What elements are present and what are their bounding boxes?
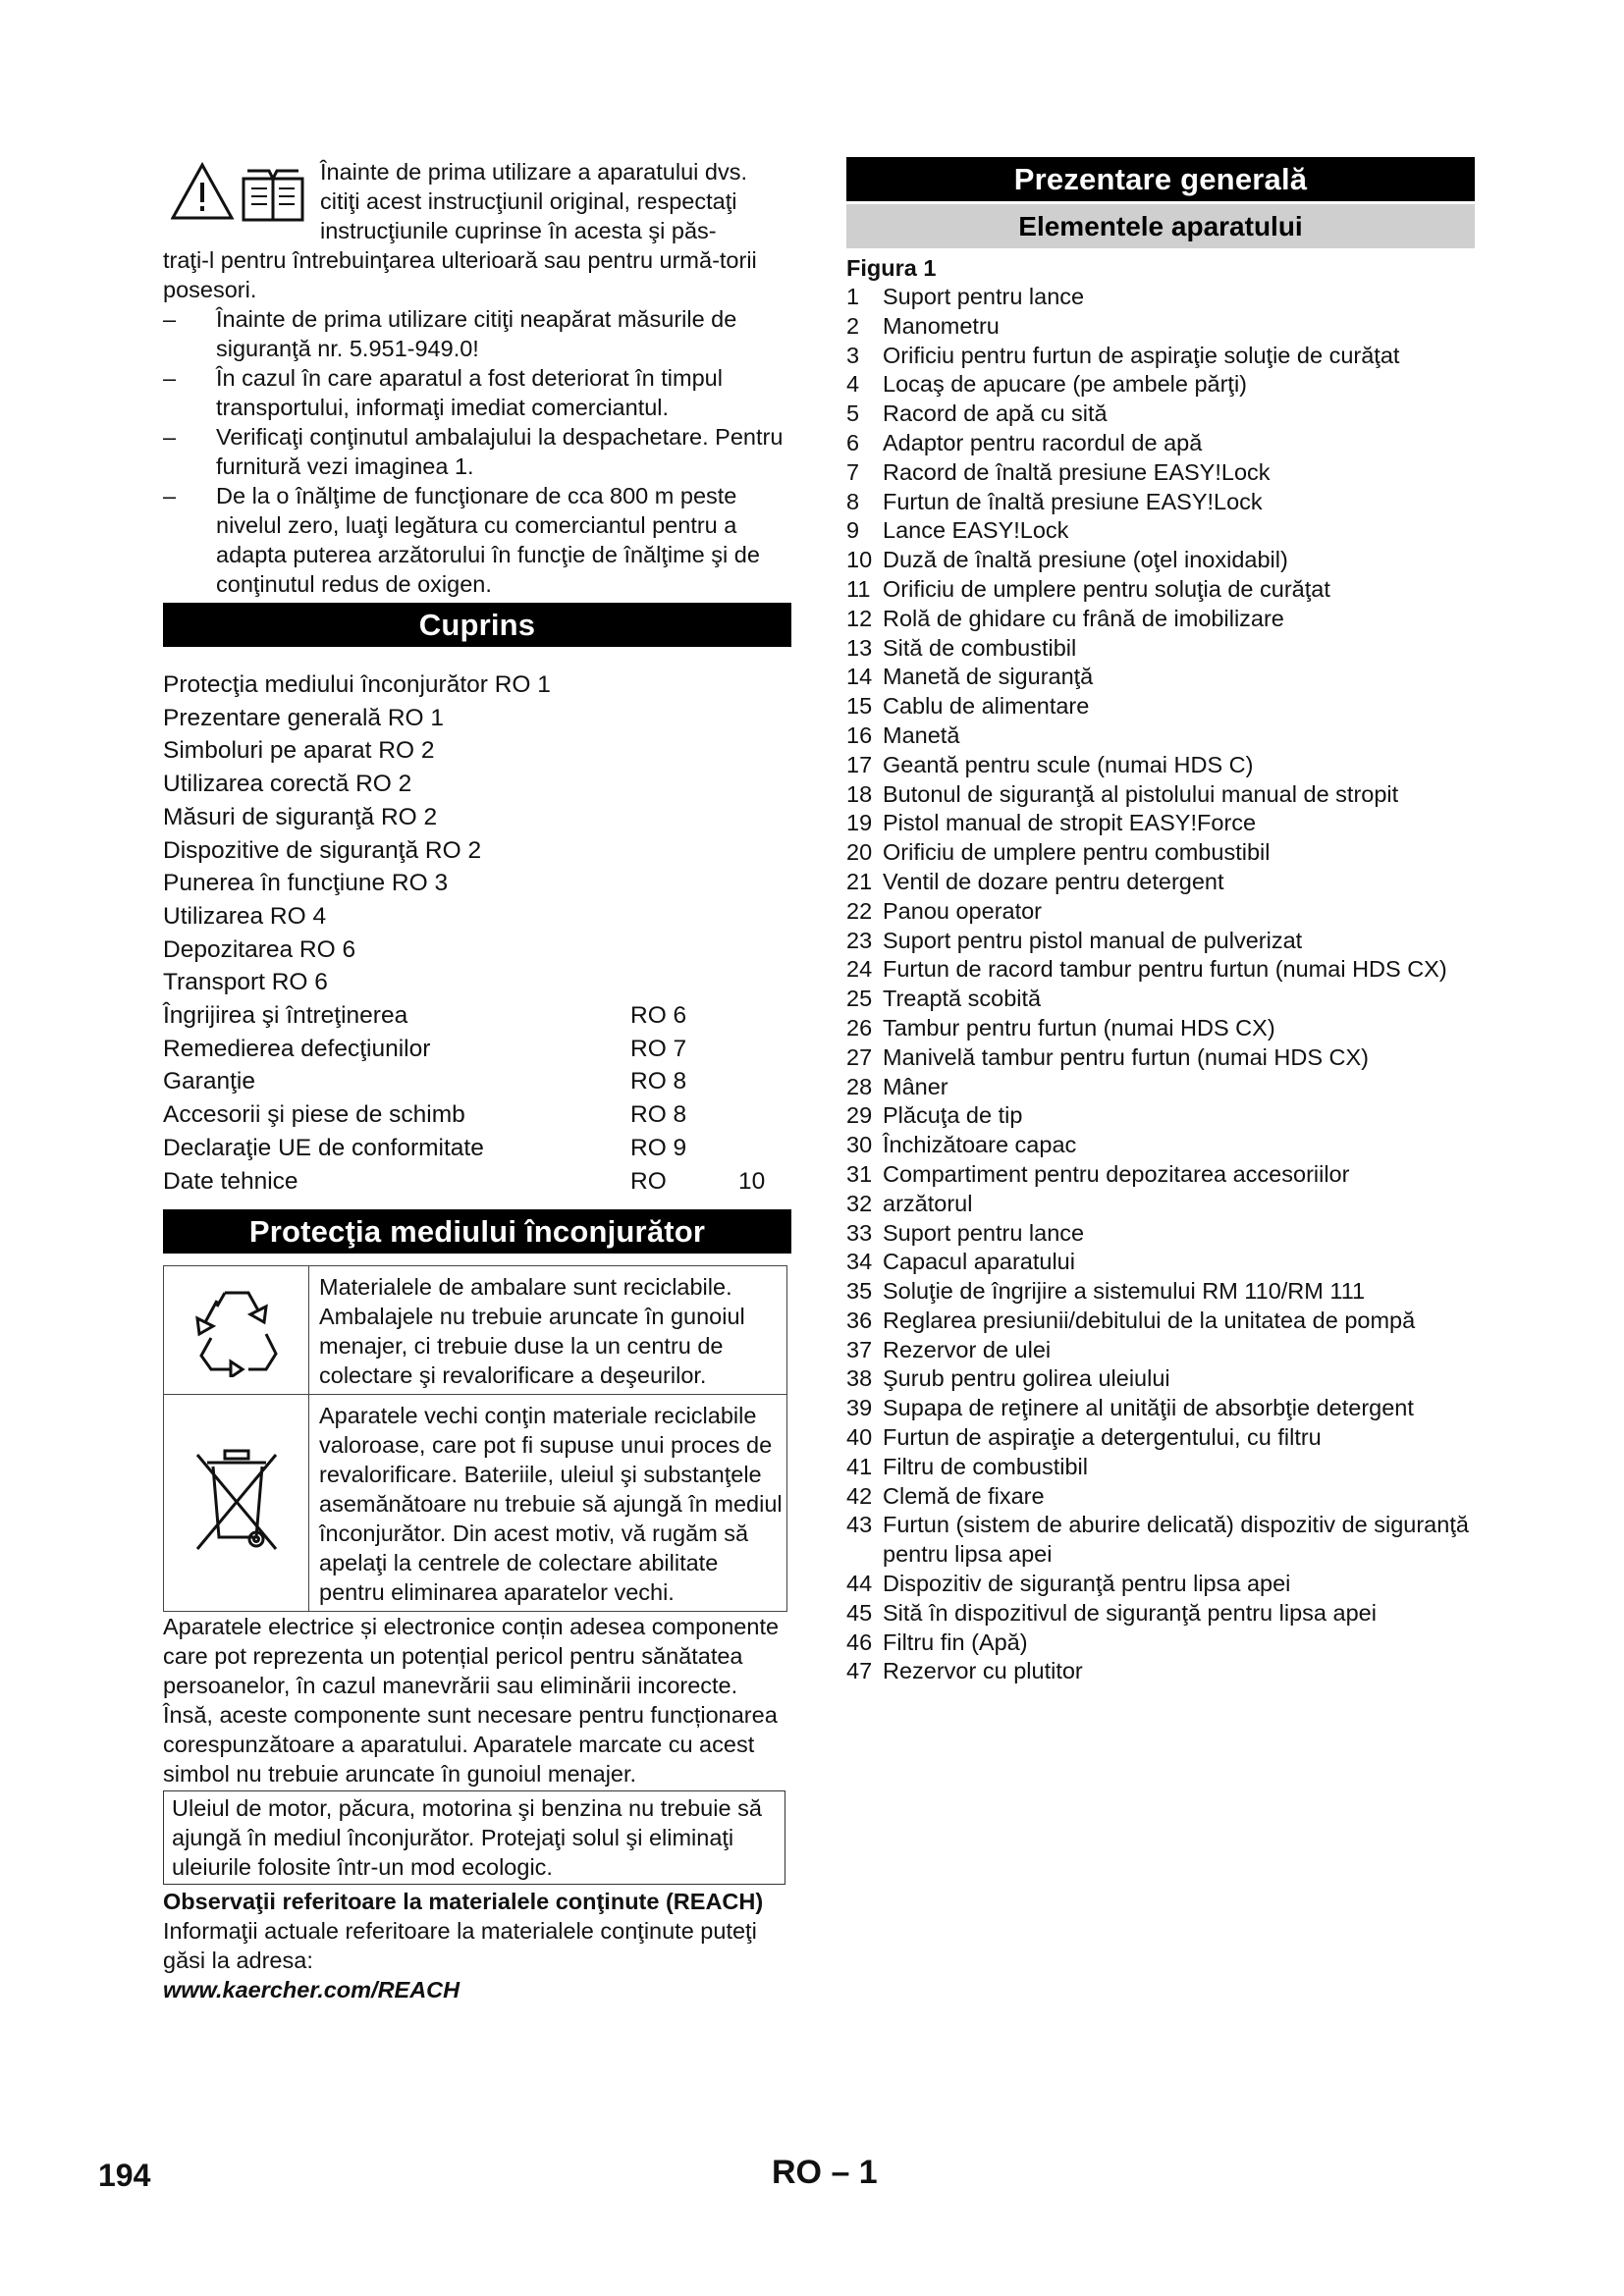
part-label: Manetă de siguranţă — [883, 664, 1094, 690]
intro-bullets — [163, 304, 791, 599]
part-number: 6 — [846, 429, 860, 455]
toc-title: Depozitarea RO 6 — [163, 935, 356, 963]
toc-num — [738, 734, 791, 768]
part-label: Manetă — [883, 721, 960, 748]
toc-row[interactable] — [163, 999, 791, 1033]
toc-page: RO — [630, 1167, 667, 1195]
part-label: Orificiu de umplere pentru soluţia de curăţat — [883, 575, 1330, 602]
page-number: 194 — [98, 2158, 151, 2193]
part-number: 8 — [846, 488, 860, 514]
recycle-text: Materialele de ambalare sunt reciclabile. Ambalajele nu trebuie aruncate în gunoiul menajer, ci trebuie duse la un centru de colectare şi revalorificare a deşeurilor. — [309, 1266, 787, 1395]
toc-num — [738, 1132, 791, 1165]
part-number: 13 — [846, 634, 873, 661]
part-number: 38 — [846, 1365, 873, 1392]
list-item — [846, 1248, 1475, 1277]
part-number: 10 — [846, 547, 873, 573]
list-item — [846, 692, 1475, 721]
toc-row[interactable] — [163, 734, 791, 768]
part-number: 40 — [846, 1424, 873, 1451]
toc-num — [738, 999, 791, 1033]
toc-page — [630, 801, 738, 834]
toc-row[interactable] — [163, 1065, 791, 1098]
bin-text: Aparatele vechi conţin materiale reciclabile valoroase, care pot fi supuse unui proces de revalorificare. Bateriile, uleiul şi substanţele asemănătoare nu trebuie să ajungă în mediul înconjurător. Din acest motiv, vă rugăm să apelaţi la centrele de colectare abilitate pentru eliminarea aparatelor vechi. — [309, 1395, 787, 1612]
toc-num: 10 — [738, 1167, 766, 1195]
toc-title: Punerea în funcţiune RO 3 — [163, 870, 449, 897]
toc-row[interactable] — [163, 834, 791, 868]
part-number: 28 — [846, 1073, 873, 1099]
part-label: Duză de înaltă presiune (oţel inoxidabil) — [883, 547, 1288, 573]
list-item — [846, 575, 1475, 605]
toc-num — [738, 801, 791, 834]
part-number: 2 — [846, 312, 860, 339]
part-number: 41 — [846, 1453, 873, 1479]
list-item — [846, 312, 1475, 342]
part-label: Treaptă scobită — [883, 986, 1042, 1012]
part-number: 26 — [846, 1014, 873, 1041]
toc-title: Dispozitive de siguranţă RO 2 — [163, 836, 482, 864]
part-number: 20 — [846, 839, 873, 866]
part-number: 45 — [846, 1599, 873, 1626]
list-item — [846, 283, 1475, 312]
part-label: Lance EASY!Lock — [883, 517, 1069, 544]
part-label: Orificiu pentru furtun de aspiraţie soluţie de curăţat — [883, 342, 1400, 368]
list-item — [846, 1657, 1475, 1686]
part-number: 32 — [846, 1190, 873, 1216]
warning-book-icon — [171, 157, 313, 226]
part-label: Furtun de racord tambur pentru furtun (numai HDS CX) — [883, 956, 1447, 983]
section-label: RO – 1 — [772, 2154, 878, 2191]
list-item — [846, 400, 1475, 429]
list-item — [846, 868, 1475, 897]
part-number: 1 — [846, 284, 860, 309]
toc-title: Utilizarea RO 4 — [163, 902, 327, 930]
list-item — [846, 1043, 1475, 1073]
recycle-cell — [164, 1266, 309, 1395]
env-heading: Protecţia mediului înconjurător — [163, 1209, 791, 1254]
part-label: Racord de apă cu sită — [883, 400, 1108, 427]
list-item — [846, 342, 1475, 371]
toc-title: Protecţia mediului înconjurător RO 1 — [163, 671, 551, 698]
part-number: 47 — [846, 1658, 873, 1684]
part-label: Adaptor pentru racordul de apă — [883, 429, 1203, 455]
toc-page — [630, 934, 738, 967]
list-item — [846, 429, 1475, 458]
toc-num — [738, 768, 791, 801]
list-item — [846, 1160, 1475, 1190]
part-label: Furtun de înaltă presiune EASY!Lock — [883, 488, 1263, 514]
part-number: 9 — [846, 517, 860, 544]
list-item — [846, 1131, 1475, 1160]
part-number: 15 — [846, 693, 873, 720]
list-item — [846, 1511, 1475, 1570]
toc-page: RO 6 — [630, 1002, 687, 1030]
toc-row[interactable] — [163, 1098, 791, 1132]
part-label: Filtru de combustibil — [883, 1453, 1088, 1479]
electrical-text: Aparatele electrice și electronice conțin adesea componente care pot reprezenta un potențial pericol pentru sănătatea persoanelor, în cazul manevrării sau eliminării incorecte. Însă, aceste componente sunt necesare pentru funcționarea corespunzătoare a aparatului. Aparatele marcate cu acest simbol nu trebuie aruncate în gunoiul menajer. — [163, 1614, 780, 1788]
toc-row[interactable] — [163, 702, 791, 735]
list-item — [846, 663, 1475, 692]
intro-line-2: citiţi acest instrucţiunil original, respectaţi — [320, 188, 737, 214]
part-number: 35 — [846, 1278, 873, 1305]
toc-num — [738, 668, 791, 702]
part-number: 30 — [846, 1132, 873, 1158]
toc-page — [630, 867, 738, 900]
part-number: 24 — [846, 956, 873, 983]
env-table — [163, 1265, 787, 1612]
toc-row[interactable] — [163, 1165, 791, 1199]
list-item — [846, 1190, 1475, 1219]
part-label: Pistol manual de stropit EASY!Force — [883, 810, 1257, 836]
list-item — [846, 1423, 1475, 1453]
list-item — [846, 1336, 1475, 1365]
recycle-icon — [188, 1279, 286, 1377]
part-label: Suport pentru pistol manual de pulverizat — [883, 927, 1303, 953]
list-item — [846, 1277, 1475, 1307]
toc-row[interactable] — [163, 1132, 791, 1165]
table-of-contents — [163, 668, 791, 1198]
toc-title: Transport RO 6 — [163, 969, 328, 996]
toc-row[interactable] — [163, 934, 791, 967]
list-item — [846, 721, 1475, 751]
toc-page: RO 8 — [630, 1101, 687, 1129]
part-label: Locaş de apucare (pe ambele părţi) — [883, 371, 1247, 398]
toc-num — [738, 1065, 791, 1098]
part-label: Sită de combustibil — [883, 634, 1077, 661]
part-label: Plăcuţa de tip — [883, 1102, 1023, 1129]
part-number: 17 — [846, 751, 873, 777]
toc-page — [630, 768, 738, 801]
list-item — [846, 1570, 1475, 1599]
part-number: 11 — [846, 575, 871, 602]
intro-bullet: – Verificaţi conţinutul ambalajului la despachetare. Pentru furnitură vezi imaginea 1. — [163, 422, 791, 481]
list-item — [846, 516, 1475, 546]
list-item — [846, 1307, 1475, 1336]
intro-bullet: – În cazul în care aparatul a fost deteriorat în timpul transportului, informaţi imediat comerciantul. — [163, 363, 791, 422]
part-label: Capacul aparatului — [883, 1249, 1075, 1275]
part-number: 5 — [846, 400, 860, 427]
bin-cell — [164, 1395, 309, 1612]
toc-page — [630, 702, 738, 735]
part-label: Ventil de dozare pentru detergent — [883, 868, 1224, 894]
toc-row[interactable] — [163, 801, 791, 834]
list-item — [846, 809, 1475, 838]
part-label: Sită în dispozitivul de siguranţă pentru lipsa apei — [883, 1599, 1377, 1626]
part-number: 18 — [846, 780, 873, 807]
toc-row[interactable] — [163, 900, 791, 934]
part-number: 21 — [846, 868, 873, 894]
part-label: Butonul de siguranţă al pistolului manual de stropit — [883, 780, 1399, 807]
part-label: Suport pentru lance — [883, 284, 1085, 309]
part-label: Manometru — [883, 312, 1000, 339]
part-number: 14 — [846, 664, 873, 690]
part-number: 34 — [846, 1249, 873, 1275]
reach-heading: Observaţii referitoare la materialele conţinute (REACH) — [163, 1889, 764, 1915]
list-item — [846, 780, 1475, 810]
toc-title: Remedierea defecţiunilor — [163, 1035, 431, 1062]
intro-bullet: – De la o înălţime de funcţionare de cca 800 m peste nivelul zero, luaţi legătura cu comerciantul pentru a adapta puterea arzătorului în funcţie de înălţime şi de conţinutul redus de oxigen. — [163, 481, 791, 599]
toc-row[interactable] — [163, 966, 791, 999]
toc-title: Accesorii şi piese de schimb — [163, 1101, 465, 1129]
part-number: 4 — [846, 371, 860, 398]
intro-rest: traţi-l pentru întrebuinţarea ulterioară sau pentru urmă-torii posesori. — [163, 247, 757, 302]
part-number: 16 — [846, 721, 873, 748]
part-label: Mâner — [883, 1073, 948, 1099]
toc-num — [738, 966, 791, 999]
part-label: Rolă de ghidare cu frână de imobilizare — [883, 605, 1284, 631]
part-number: 43 — [846, 1512, 873, 1538]
list-item — [846, 955, 1475, 985]
part-label: Filtru fin (Apă) — [883, 1629, 1028, 1655]
list-item — [846, 1629, 1475, 1658]
toc-page — [630, 834, 738, 868]
list-item — [846, 1101, 1475, 1131]
parts-list — [846, 283, 1475, 1686]
crossed-bin-icon — [188, 1443, 286, 1559]
part-number: 23 — [846, 927, 873, 953]
part-number: 37 — [846, 1336, 873, 1362]
toc-num — [738, 867, 791, 900]
overview-heading: Prezentare generală — [846, 157, 1475, 201]
toc-num — [738, 702, 791, 735]
part-label: Compartiment pentru depozitarea accesoriilor — [883, 1160, 1350, 1187]
part-label: Racord de înaltă presiune EASY!Lock — [883, 458, 1271, 485]
left-column — [163, 157, 791, 2004]
list-item — [846, 488, 1475, 517]
toc-num — [738, 1033, 791, 1066]
part-label: Manivelă tambur pentru furtun (numai HDS CX) — [883, 1043, 1370, 1070]
part-number: 19 — [846, 810, 873, 836]
part-label: Geantă pentru scule (numai HDS C) — [883, 751, 1254, 777]
toc-title: Declaraţie UE de conformitate — [163, 1134, 484, 1161]
toc-num — [738, 834, 791, 868]
part-number: 33 — [846, 1219, 873, 1246]
list-item — [846, 1014, 1475, 1043]
list-item — [846, 985, 1475, 1014]
list-item — [846, 1599, 1475, 1629]
toc-title: Simboluri pe aparat RO 2 — [163, 737, 435, 765]
toc-page — [630, 966, 738, 999]
overview-subheading: Elementele aparatului — [846, 201, 1475, 248]
list-item — [846, 546, 1475, 575]
toc-page — [630, 668, 738, 702]
part-label: Cablu de alimentare — [883, 693, 1090, 720]
toc-heading: Cuprins — [163, 603, 791, 647]
toc-title: Îngrijirea şi întreţinerea — [163, 1002, 408, 1030]
toc-page: RO 7 — [630, 1035, 687, 1062]
part-label: Orificiu de umplere pentru combustibil — [883, 839, 1271, 866]
reach-link[interactable]: www.kaercher.com/REACH — [163, 1977, 460, 2003]
list-item — [846, 897, 1475, 927]
toc-title: Utilizarea corectă RO 2 — [163, 771, 412, 798]
list-item — [846, 370, 1475, 400]
part-number: 22 — [846, 897, 873, 924]
part-number: 29 — [846, 1102, 873, 1129]
part-label: Suport pentru lance — [883, 1219, 1085, 1246]
toc-num — [738, 934, 791, 967]
toc-title: Date tehnice — [163, 1167, 298, 1195]
part-label: Rezervor cu plutitor — [883, 1658, 1083, 1684]
part-label: Şurub pentru golirea uleiului — [883, 1365, 1170, 1392]
part-number: 39 — [846, 1395, 873, 1421]
part-number: 42 — [846, 1482, 873, 1509]
list-item — [846, 634, 1475, 664]
part-label: Închizătoare capac — [883, 1132, 1077, 1158]
list-item — [846, 458, 1475, 488]
list-item — [846, 1073, 1475, 1102]
list-item — [846, 1453, 1475, 1482]
list-item — [846, 1394, 1475, 1423]
reach-text: Informaţii actuale referitoare la materialele conţinute puteţi găsi la adresa: — [163, 1918, 757, 1974]
part-label: Dispozitiv de siguranţă pentru lipsa apei — [883, 1571, 1291, 1597]
part-label: Soluţie de îngrijire a sistemului RM 110/RM 111 — [883, 1278, 1366, 1305]
intro-line-1: Înainte de prima utilizare a aparatului dvs. — [320, 159, 747, 185]
toc-title: Măsuri de siguranţă RO 2 — [163, 803, 438, 830]
intro-block — [163, 157, 791, 599]
toc-page: RO 8 — [630, 1068, 687, 1095]
list-item — [846, 1482, 1475, 1512]
toc-row[interactable] — [163, 668, 791, 702]
part-number: 12 — [846, 605, 873, 631]
part-number: 3 — [846, 342, 860, 368]
part-label: Tambur pentru furtun (numai HDS CX) — [883, 1014, 1275, 1041]
toc-row[interactable] — [163, 768, 791, 801]
part-label: Reglarea presiunii/debitului de la unitatea de pompă — [883, 1307, 1416, 1333]
list-item — [846, 927, 1475, 956]
toc-title: Garanţie — [163, 1068, 255, 1095]
part-number: 25 — [846, 986, 873, 1012]
part-label: arzătorul — [883, 1190, 973, 1216]
list-item — [846, 751, 1475, 780]
toc-row[interactable] — [163, 1033, 791, 1066]
right-column — [846, 157, 1475, 1686]
part-number: 46 — [846, 1629, 873, 1655]
toc-num — [738, 900, 791, 934]
toc-row[interactable] — [163, 867, 791, 900]
part-label: Furtun de aspiraţie a detergentului, cu filtru — [883, 1424, 1322, 1451]
part-number: 31 — [846, 1160, 873, 1187]
part-label: Rezervor de ulei — [883, 1336, 1052, 1362]
toc-page — [630, 734, 738, 768]
intro-line-3: instrucţiunile cuprinse în acesta şi păs- — [320, 218, 717, 243]
part-label: Furtun (sistem de aburire delicată) dispozitiv de siguranţă pentru lipsa apei — [883, 1512, 1469, 1568]
part-number: 36 — [846, 1307, 873, 1333]
toc-page — [630, 900, 738, 934]
figure-label: Figura 1 — [846, 255, 937, 281]
list-item — [846, 605, 1475, 634]
list-item — [846, 1364, 1475, 1394]
part-label: Panou operator — [883, 897, 1043, 924]
part-label: Clemă de fixare — [883, 1482, 1045, 1509]
part-number: 7 — [846, 458, 860, 485]
oil-warning-box: Uleiul de motor, păcura, motorina şi benzina nu trebuie să ajungă în mediul înconjurător. Protejaţi solul şi eliminaţi uleiurile folosite într-un mod ecologic. — [163, 1790, 785, 1885]
list-item — [846, 838, 1475, 868]
part-label: Supapa de reţinere al unităţii de absorbţie detergent — [883, 1395, 1414, 1421]
toc-num — [738, 1098, 791, 1132]
list-item — [846, 1219, 1475, 1249]
part-number: 27 — [846, 1043, 873, 1070]
toc-title: Prezentare generală RO 1 — [163, 704, 444, 731]
part-number: 44 — [846, 1571, 873, 1597]
intro-bullet: – Înainte de prima utilizare citiţi neapărat măsurile de siguranţă nr. 5.951-949.0! — [163, 304, 791, 363]
toc-page: RO 9 — [630, 1134, 687, 1161]
